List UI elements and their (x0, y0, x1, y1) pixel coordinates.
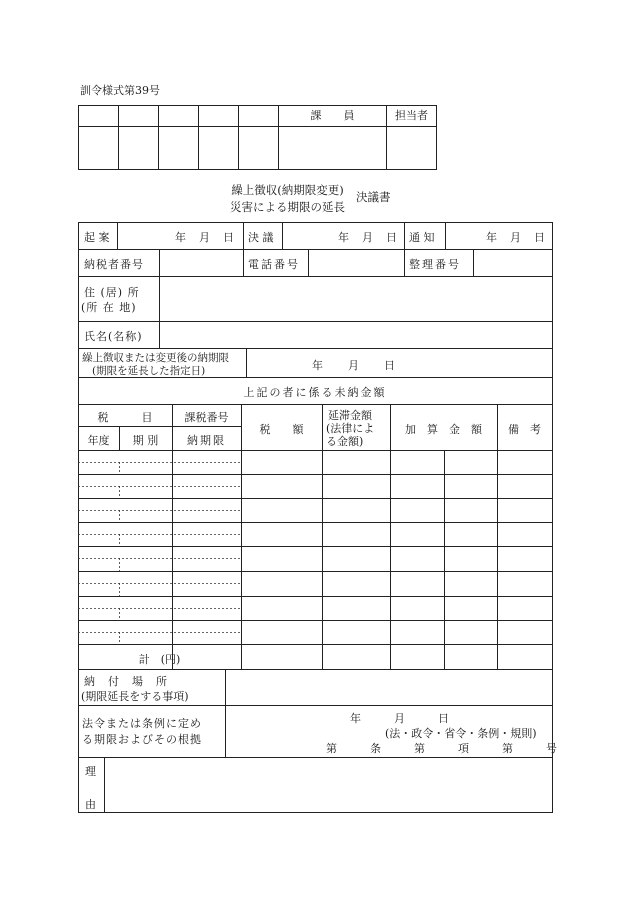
delinquent-header-line1: 延滞金額 (328, 409, 372, 422)
approval-staff-label: 課 員 (279, 106, 387, 127)
period-header: 期 別 (132, 434, 159, 447)
additional-amount-header: 加 算 金 額 (405, 423, 482, 436)
tax-amount-header: 税 額 (259, 423, 304, 436)
total-label: 計 (円) (138, 653, 181, 666)
decided-date-field[interactable]: 年 月 日 (338, 231, 398, 244)
unpaid-amount-header: 上記の者に係る未納金額 (243, 386, 387, 399)
legal-basis-label-line2: る期限およびその根拠 (82, 733, 202, 746)
address-label-line2: (所 在 地) (81, 301, 137, 314)
legal-basis-date-field[interactable]: 年 月 日 (350, 712, 449, 725)
legal-basis-article-field[interactable]: 第 条 第 項 第 号 (326, 742, 557, 755)
title-suffix: 決議書 (356, 190, 391, 204)
reason-field[interactable] (105, 758, 552, 812)
form-number: 訓令様式第39号 (80, 84, 160, 97)
deadline-label-line1: 繰上徴収または変更後の納期限 (82, 352, 229, 364)
delinquent-header-line2: (法律によ (326, 422, 375, 435)
due-date-header: 納期限 (187, 434, 226, 447)
legal-basis-label-line1: 法令または条例に定め (82, 717, 202, 730)
deadline-label-line2: (期限を延長した指定日) (92, 365, 206, 377)
tax-number-header: 課税番号 (184, 411, 229, 424)
deadline-date-field[interactable]: 年 月 日 (312, 359, 396, 372)
phone-number-label: 電話番号 (248, 258, 300, 271)
drafted-label: 起 案 (84, 231, 110, 244)
tax-item-header: 税 目 (97, 411, 153, 424)
reason-label-char2: 由 (85, 798, 96, 811)
reason-label-char1: 理 (85, 765, 96, 778)
reference-number-label: 整理番号 (409, 258, 461, 271)
legal-basis-law-types: (法・政令・省令・条例・規則) (385, 727, 537, 740)
decided-label: 決 議 (248, 231, 274, 244)
notified-label: 通 知 (409, 231, 435, 244)
remarks-header: 備 考 (508, 423, 541, 436)
payment-place-label-line1: 納 付 場 所 (84, 675, 168, 688)
title-line-2: 災害による期限の延長 (230, 199, 345, 214)
drafted-date-field[interactable]: 年 月 日 (175, 231, 235, 244)
approval-person-in-charge-label: 担当者 (387, 106, 437, 127)
taxpayer-number-label: 納税者番号 (84, 258, 144, 271)
address-label-line1: 住 (居) 所 (84, 286, 140, 299)
delinquent-header-line3: る金額) (326, 435, 364, 448)
payment-place-label-line2: (期限延長をする事項) (81, 690, 189, 703)
name-label: 氏名(名称) (84, 330, 143, 343)
title-line-1: 繰上徴収(納期限変更) (231, 183, 344, 197)
notified-date-field[interactable]: 年 月 日 (486, 231, 546, 244)
dashed-sublines (78, 462, 241, 644)
fiscal-year-header: 年度 (87, 434, 110, 447)
